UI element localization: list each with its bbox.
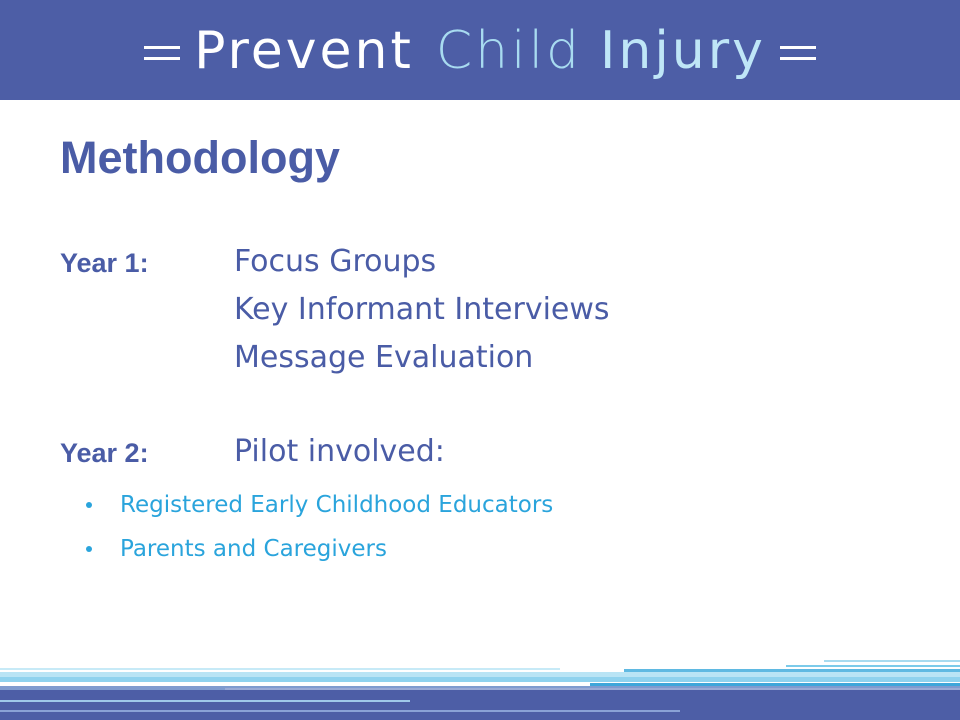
footer-stripe [824, 660, 960, 662]
footer-bar [0, 690, 960, 720]
year1-label: Year 1: [60, 248, 149, 278]
year2-lead: Pilot involved: [234, 434, 445, 469]
logo-word-injury: Injury [600, 21, 766, 81]
footer-stripe [0, 677, 960, 682]
footer-stripe [786, 665, 960, 667]
year2-label: Year 2: [60, 438, 149, 468]
footer-stripe [0, 710, 680, 712]
prevent-child-injury-logo [0, 16, 960, 86]
header-banner [0, 0, 960, 100]
year1-item-key-informant-interviews: Key Informant Interviews [234, 292, 610, 327]
bullet-icon [86, 546, 92, 552]
year1-item-focus-groups: Focus Groups [234, 244, 437, 279]
footer-stripe [0, 668, 560, 670]
logo-dash-left [144, 46, 180, 60]
year2-bullet-list [86, 486, 553, 574]
bullet-text: Parents and Caregivers [120, 536, 387, 562]
list-item [86, 486, 553, 530]
list-item [86, 530, 553, 574]
bullet-text: Registered Early Childhood Educators [120, 492, 554, 518]
year1-item-message-evaluation: Message Evaluation [234, 340, 534, 375]
slide-title: Methodology [60, 132, 340, 183]
logo-word-prevent: Prevent [194, 21, 414, 81]
logo-dash-right [780, 46, 816, 60]
logo-word-child: Child [435, 21, 583, 81]
bullet-icon [86, 502, 92, 508]
footer-stripe [0, 700, 410, 702]
